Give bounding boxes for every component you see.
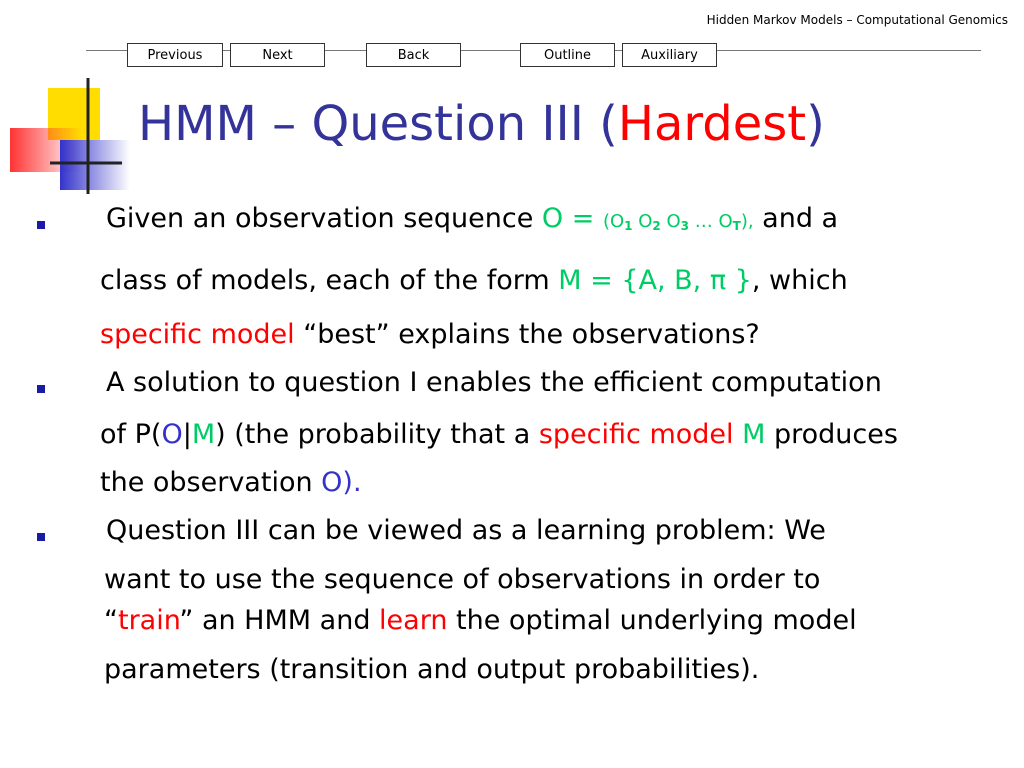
bullet-2-line-1: A solution to question I enables the efficient computation [106, 367, 882, 398]
bullet-3-line-4: parameters (transition and output probabilities). [104, 654, 760, 685]
next-label: Next [262, 47, 293, 63]
bullet-1-line-1: Given an observation sequence $O = (O_1$ $O_2$ $O_3$ … $O_T$), and a [106, 203, 839, 234]
slide-title: HMM – Question III (Hardest) [138, 96, 825, 152]
previous-button[interactable] [127, 43, 223, 67]
back-button[interactable] [366, 43, 461, 67]
bullet-1-line-2: class of models, each of the form M = {A, B, π }, which [100, 265, 848, 296]
header-text: Hidden Markov Models – Computational Genomics [706, 13, 1008, 27]
bullet-3-marker [37, 533, 45, 541]
outline-label: Outline [543, 47, 592, 63]
back-label: Back [397, 47, 430, 63]
next-button[interactable] [230, 43, 325, 67]
auxiliary-label: Auxiliary [641, 47, 698, 63]
title-hardest: Hardest [617, 96, 807, 152]
decorative-logo [0, 0, 140, 200]
bullet-2-marker [37, 385, 45, 393]
bullet-3-line-1: Question III can be viewed as a learning problem: We [106, 515, 826, 546]
previous-label: Previous [147, 47, 203, 63]
auxiliary-button[interactable] [622, 43, 717, 67]
bullet-3-line-2: want to use the sequence of observations in order to [104, 564, 821, 595]
bullet-2-line-2: of P(O|M) (the probability that a specific model M produces [100, 419, 898, 450]
bullet-1-marker [37, 221, 45, 229]
bullet-1-line-3: specific model “best” explains the observations? [100, 319, 760, 350]
bullet-2-line-3: the observation O). [100, 467, 362, 498]
outline-button[interactable] [520, 43, 615, 67]
bullet-3-line-3: “train” an HMM and learn the optimal underlying model [104, 605, 857, 636]
